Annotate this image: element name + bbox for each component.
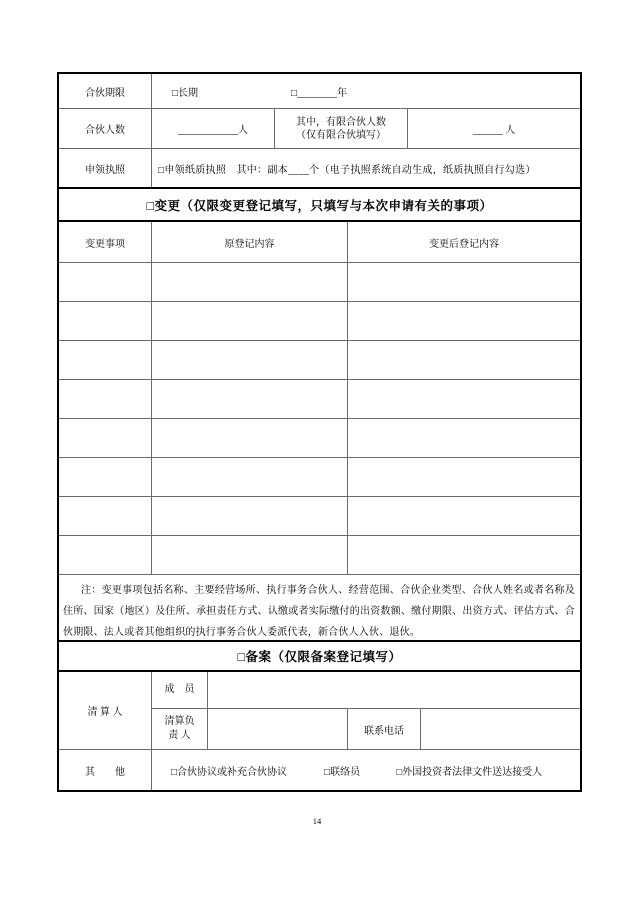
liquidator-head-label-line2: 责 人 [168, 730, 191, 741]
liquidator-sub-table [152, 672, 580, 749]
partnership-term-options [152, 74, 580, 108]
change-item-cell[interactable] [59, 419, 152, 457]
change-table-header-row [59, 222, 580, 263]
original-content-cell[interactable] [152, 302, 348, 340]
liquidator-member-label-text: 成 员 [164, 684, 195, 695]
checkbox-long-term[interactable]: □长期 [172, 87, 199, 99]
new-content-cell[interactable] [348, 458, 580, 496]
checkbox-paper-license[interactable]: □申领纸质执照 其中：副本____个（电子执照系统自动生成，纸质执照自行勾选） [158, 164, 536, 176]
liquidator-head-label [152, 709, 208, 749]
page-number: 14 [312, 816, 322, 826]
limited-partner-count-label-line2: （仅有限合伙填写） [296, 129, 386, 141]
original-content-cell[interactable] [152, 341, 348, 379]
liquidator-member-row [152, 672, 580, 709]
change-item-cell[interactable] [59, 380, 152, 418]
other-options [152, 750, 580, 790]
original-content-cell[interactable] [152, 458, 348, 496]
change-item-cell[interactable] [59, 497, 152, 535]
original-content-cell[interactable] [152, 536, 348, 574]
liquidator-head-value-cell[interactable] [208, 709, 348, 749]
change-empty-row [59, 536, 580, 575]
liquidator-row [59, 672, 580, 750]
other-row [59, 750, 580, 790]
original-content-column-header: 原登记内容 [152, 222, 348, 262]
new-content-cell[interactable] [348, 302, 580, 340]
license-label: 申领执照 [59, 149, 152, 187]
original-content-cell[interactable] [152, 419, 348, 457]
new-content-column-header: 变更后登记内容 [429, 238, 499, 250]
change-empty-row [59, 341, 580, 380]
registration-form-table [57, 72, 582, 792]
contact-phone-label: 联系电话 [348, 709, 421, 749]
checkbox-foreign-investor-legal-doc-recipient[interactable]: □外国投资者法律文件送达接受人 [396, 766, 543, 778]
original-content-cell[interactable] [152, 263, 348, 301]
change-empty-rows [59, 263, 580, 575]
checkbox-partnership-agreement[interactable]: □合伙协议或补充合伙协议 [171, 766, 288, 778]
license-row [59, 149, 580, 187]
limited-partner-count-label-line1: 其中，有限合伙人数 [296, 116, 386, 128]
liquidator-member-value-cell[interactable] [208, 672, 580, 708]
contact-phone-value-cell[interactable] [421, 709, 580, 749]
change-note-row [59, 575, 580, 640]
new-content-cell[interactable] [348, 341, 580, 379]
limited-partner-count-blank[interactable]: ______ 人 [472, 125, 516, 136]
change-empty-row [59, 380, 580, 419]
change-empty-row [59, 419, 580, 458]
change-item-cell[interactable] [59, 263, 152, 301]
liquidator-head-label-line1: 清算负 [164, 716, 195, 727]
original-content-cell[interactable] [152, 497, 348, 535]
limited-partner-count-label [275, 109, 408, 148]
partner-count-label: 合伙人数 [59, 109, 152, 148]
change-item-cell[interactable] [59, 536, 152, 574]
change-empty-row [59, 458, 580, 497]
liquidator-head-row [152, 709, 580, 749]
partnership-term-row [59, 74, 580, 109]
change-empty-row [59, 497, 580, 536]
change-section-header[interactable]: □变更（仅限变更登记填写，只填写与本次申请有关的事项） [59, 187, 580, 222]
original-content-cell[interactable] [152, 380, 348, 418]
partner-count-row [59, 109, 580, 149]
new-content-cell[interactable] [348, 419, 580, 457]
new-content-cell[interactable] [348, 263, 580, 301]
change-empty-row [59, 263, 580, 302]
liquidator-label: 清 算 人 [59, 672, 152, 749]
filing-section-header[interactable]: □备案（仅限备案登记填写） [59, 640, 580, 672]
change-item-column-header: 变更事项 [59, 222, 152, 262]
new-content-cell[interactable] [348, 380, 580, 418]
other-label: 其 他 [59, 750, 152, 790]
change-empty-row [59, 302, 580, 341]
partnership-term-label: 合伙期限 [59, 74, 152, 108]
change-note-text: 注：变更事项包括名称、主要经营场所、执行事务合伙人、经营范围、合伙企业类型、合伙人姓名或者名称及住所、国家（地区）及住所、承担责任方式、认缴或者实际缴付的出资数额、缴付期限、出资方式、评估方式、合伙期限、法人或者其他组织的执行事务合伙人委派代表，新合伙人入伙、退伙。 [63, 585, 575, 638]
liquidator-member-label [152, 672, 208, 708]
checkbox-fixed-years-blank[interactable]: □________年 [291, 87, 348, 99]
change-item-cell[interactable] [59, 341, 152, 379]
change-item-cell[interactable] [59, 458, 152, 496]
change-item-cell[interactable] [59, 302, 152, 340]
new-content-cell[interactable] [348, 536, 580, 574]
checkbox-liaison-officer[interactable]: □联络员 [324, 766, 361, 778]
partner-count-blank[interactable]: ____________人 [152, 109, 275, 148]
new-content-cell[interactable] [348, 497, 580, 535]
